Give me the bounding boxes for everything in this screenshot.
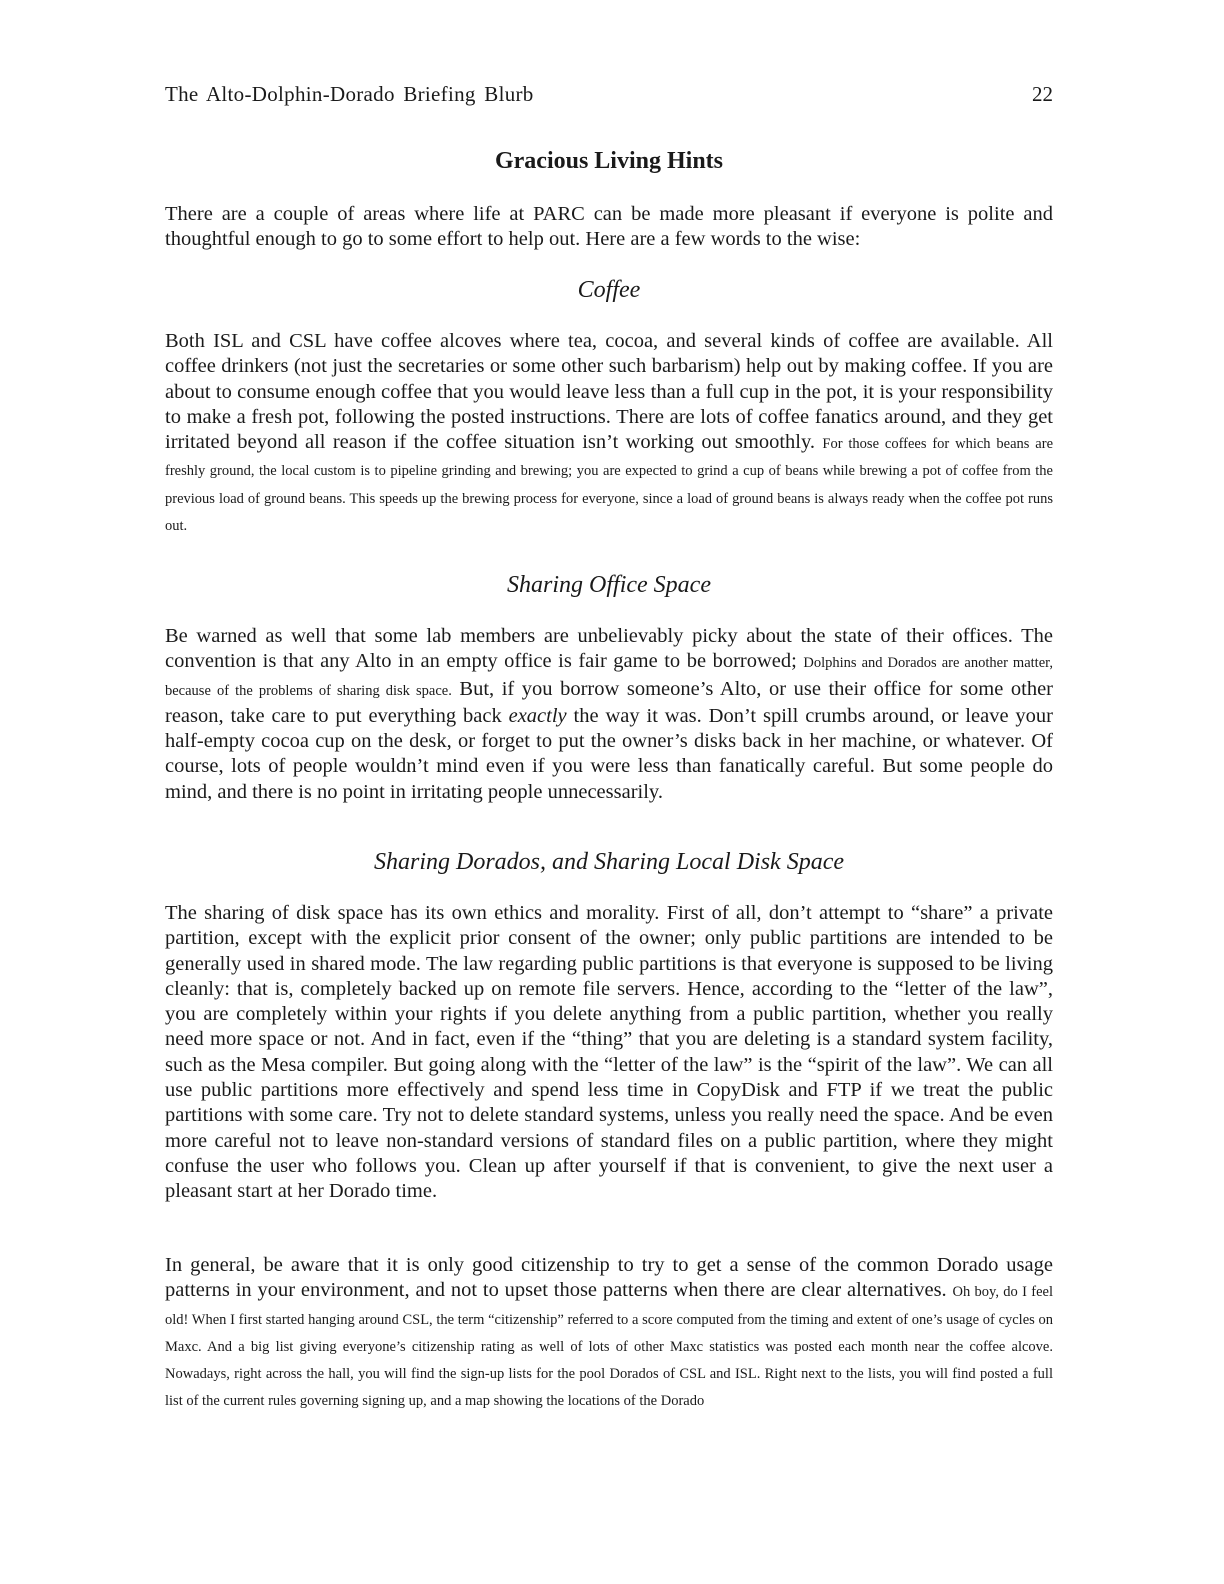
dorados-heading: Sharing Dorados, and Sharing Local Disk Space <box>374 849 844 875</box>
citizenship-text: In general, be aware that it is only good citizenship to try to get a sense of the common Dorado usage patterns in your environment, and not to upset those patterns when there are clear alternatives. <box>165 1254 1053 1302</box>
citizenship-note: Oh boy, do I feel old! When I first started hanging around CSL, the term “citizenship” referred to a score computed from the timing and extent of one’s usage of cycles on Maxc. And a big list giving everyone’s citizenship rating as well of lots of other Maxc statistics was posted each month near the coffee alcove. Nowadays, right across the hall, you will find the sign-up lists for the pool Dorados of CSL and ISL. Right next to the lists, you will find posted a full list of the current rules governing signing up, and a map showing the locations of the Dorado <box>165 1284 1054 1410</box>
coffee-text: Both ISL and CSL have coffee alcoves where tea, cocoa, and several kinds of coffee are available. All coffee drinkers (not just the secretaries or some other such barbarism) help out by making coffee. If you are about to consume enough coffee that you would leave less than a full cup in the pot, it is your responsibility to make a fresh pot, following the posted instructions. There are lots of coffee fanatics around, and they get irritated beyond all reason if the coffee situation isn’t working out smoothly. <box>165 330 1053 454</box>
intro-paragraph: There are a couple of areas where life at PARC can be made more pleasant if everyone is polite and thoughtful enough to go to some effort to help out. Here are a few words to the wise: <box>165 203 1053 251</box>
office-text-b: But, if you borrow someone’s Alto, or use their office for some other reason, take care to put everything back <box>165 677 1054 727</box>
coffee-heading: Coffee <box>577 277 641 303</box>
dorados-paragraph: The sharing of disk space has its own ethics and morality. First of all, don’t attempt to “share” a private partition, except with the explicit prior consent of the owner; only public partitions are intended to be generally used in shared mode. The law regarding public partitions is that everyone is supposed to be living cleanly: that is, completely backed up on remote file servers. Hence, according to the “letter of the law”, you are completely within your rights if you delete anything from a public partition, whether you really need more space or not. And in fact, even if the “thing” that you are deleting is a standard system facility, such as the Mesa compiler. But going along with the “letter of the law” is the “spirit of the law”. We can all use public partitions more effectively and spend less time in CopyDisk and FTP if we treat the public partitions with some care. Try not to delete standard systems, unless you really need the space. And be even more careful not to leave non-standard versions of standard files on a public partition, where they might confuse the user who follows you. Clean up after yourself if that is convenient, to give the next user a pleasant start at her Dorado time. <box>165 902 1053 1203</box>
coffee-paragraph <box>165 329 1053 539</box>
office-text-a: Be warned as well that some lab members are unbelievably picky about the state of their offices. The convention is that any Alto in an empty office is fair game to be borrowed; <box>165 625 1053 673</box>
coffee-note: For those coffees for which beans are freshly ground, the local custom is to pipeline grinding and brewing; you are expected to grind a cup of beans while brewing a pot of coffee from the previous load of ground beans. This speeds up the brewing process for everyone, since a load of ground beans is always ready when the coffee pot runs out. <box>165 436 1054 535</box>
office-paragraph <box>165 624 1053 805</box>
citizenship-paragraph <box>165 1253 1053 1415</box>
page-number: 22 <box>1032 82 1053 106</box>
office-emphasis: exactly <box>508 704 567 727</box>
running-header <box>165 82 1053 110</box>
running-title: The Alto-Dolphin-Dorado Briefing Blurb <box>165 82 534 106</box>
office-note: Dolphins and Dorados are another matter, because of the problems of sharing disk space. <box>165 655 1054 699</box>
section-title: Gracious Living Hints <box>494 148 724 174</box>
office-heading: Sharing Office Space <box>507 572 711 598</box>
office-text-c: the way it was. Don’t spill crumbs around, or leave your half-empty cocoa cup on the desk, or forget to put the owner’s disks back in her machine, or whatever. Of course, lots of people wouldn’t mind even if you were less than fanatically careful. But some people do mind, and there is no point in irritating people unnecessarily. <box>165 704 1054 803</box>
